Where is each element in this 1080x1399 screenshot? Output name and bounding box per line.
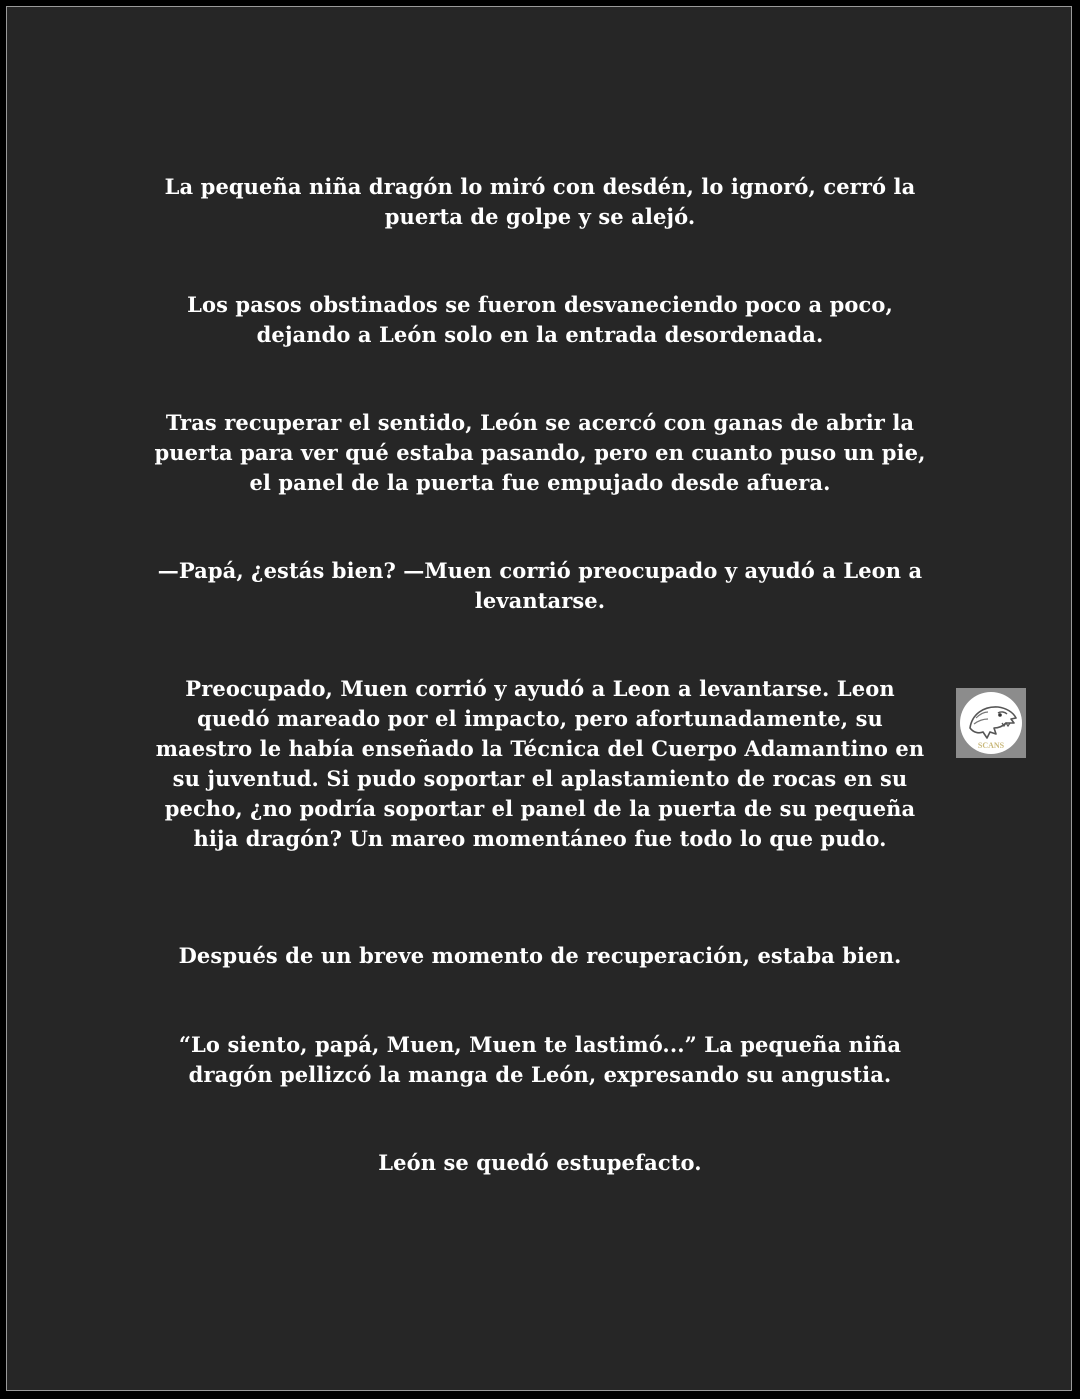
paragraph: Preocupado, Muen corrió y ayudó a Leon a levantarse. Leon quedó mareado por el impacto, pero afortunadamente, su maestro le había enseñado la Técnica del Cuerpo Adamantino en su juventud. Si pudo soportar el aplastamiento de rocas en su pecho, ¿no podría soportar el panel de la puerta de su pequeña hija dragón? Un mareo momentáneo fue todo lo que pudo. [155, 676, 925, 851]
watermark-text: SCANS [977, 741, 1005, 750]
paragraph: León se quedó estupefacto. [378, 1150, 702, 1175]
dinosaur-logo-icon [956, 688, 1026, 758]
paragraph: Los pasos obstinados se fueron desvaneciendo poco a poco, dejando a León solo en la entrada desordenada. [187, 292, 893, 347]
paragraph: —Papá, ¿estás bien? —Muen corrió preocupado y ayudó a Leon a levantarse. [157, 558, 923, 613]
scans-watermark-logo [956, 688, 1026, 758]
paragraph: “Lo siento, papá, Muen, Muen te lastimó...” La pequeña niña dragón pellizcó la manga de León, expresando su angustia. [178, 1032, 902, 1087]
paragraph: Después de un breve momento de recuperación, estaba bien. [178, 943, 902, 968]
paragraph: La pequeña niña dragón lo miró con desdén, lo ignoró, cerró la puerta de golpe y se alejó. [164, 174, 916, 229]
paragraph: Tras recuperar el sentido, León se acercó con ganas de abrir la puerta para ver qué estaba pasando, pero en cuanto puso un pie, el panel de la puerta fue empujado desde afuera. [154, 410, 926, 495]
